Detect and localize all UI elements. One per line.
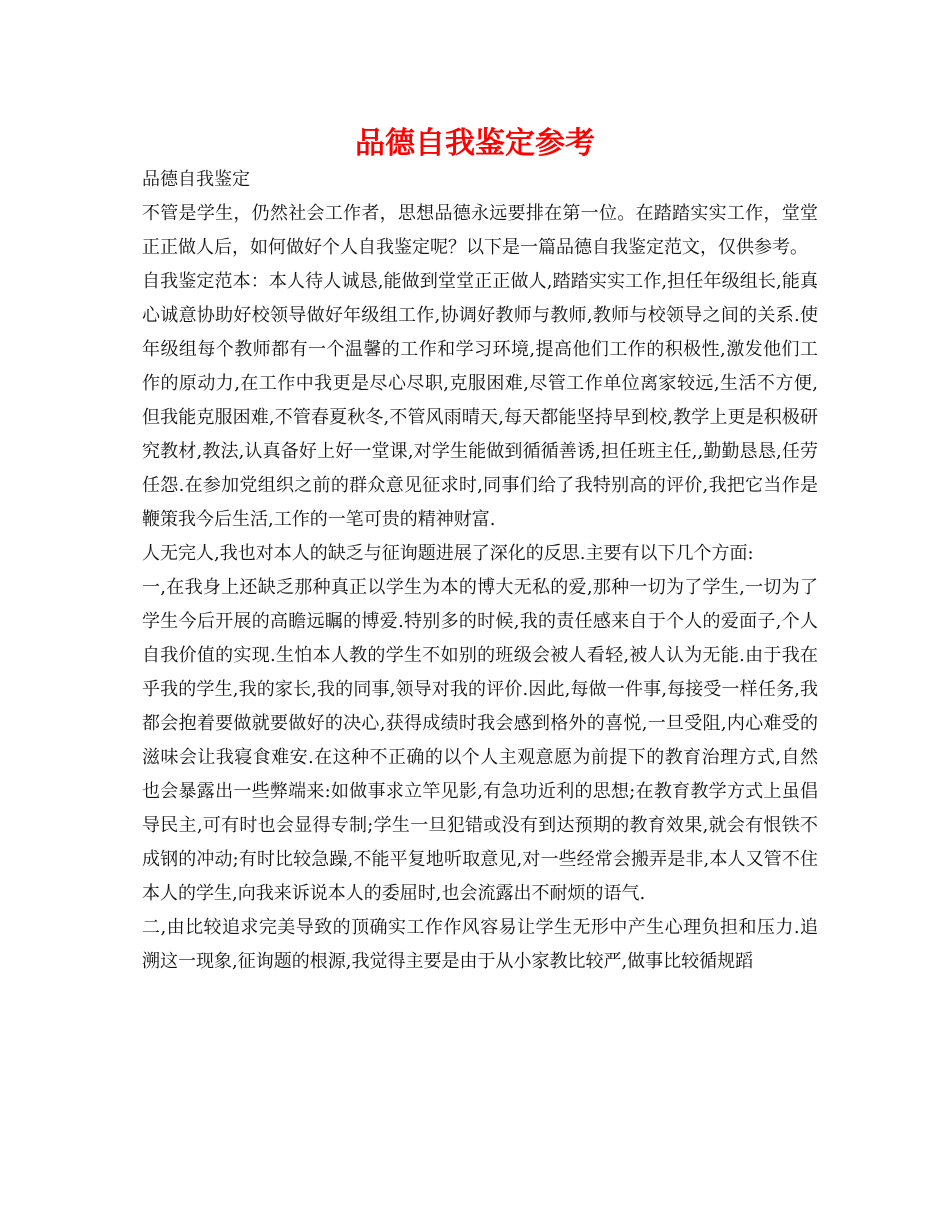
point-two-paragraph: 二,由比较追求完美导致的顶确实工作作风容易让学生无形中产生心理负担和压力.追溯这一现象,征询题的根源,我觉得主要是由于从小家教比较严,做事比较循规蹈	[142, 917, 818, 972]
sample-paragraph: 自我鉴定范本：本人待人诚恳,能做到堂堂正正做人,踏踏实实工作,担任年级组长,能真心诚意协助好校领导做好年级组工作,协调好教师与教师,教师与校领导之间的关系.使年级组每个教师都有一个温馨的工作和学习环境,提高他们工作的积极性,激发他们工作的原动力,在工作中我更是尽心尽职,克服困难,尽管工作单位离家较远,生活不方便,但我能克服困难,不管春夏秋冬,不管风雨晴天,每天都能坚持早到校,教学上更是积极研究教材,教法,认真备好上好一堂课,对学生能做到循循善诱,担任班主任,,勤勤恳恳,任劳任怨.在参加党组织之前的群众意见征求时,同事们给了我特别高的评价,我把它当作是鞭策我今后生活,工作的一笔可贵的精神财富.	[142, 271, 818, 530]
document-title: 品德自我鉴定参考	[355, 126, 595, 161]
subtitle-paragraph: 品德自我鉴定	[142, 169, 250, 190]
intro-paragraph: 不管是学生，仍然社会工作者，思想品德永远要排在第一位。在踏踏实实工作，堂堂正正做人后，如何做好个人自我鉴定呢？以下是一篇品德自我鉴定范文，仅供参考。	[142, 203, 818, 258]
document-body	[142, 163, 818, 979]
point-one-paragraph: 一,在我身上还缺乏那种真正以学生为本的博大无私的爱,那种一切为了学生,一切为了学生今后开展的高瞻远瞩的博爱.特别多的时候,我的责任感来自于个人的爱面子,个人自我价值的实现.生怕本人教的学生不如别的班级会被人看轻,被人认为无能.由于我在乎我的学生,我的家长,我的同事,领导对我的评价.因此,每做一件事,每接受一样任务,我都会抱着要做就要做好的决心,获得成绩时我会感到格外的喜悦,一旦受阻,内心难受的滋味会让我寝食难安.在这种不正确的以个人主观意愿为前提下的教育治理方式,自然也会暴露出一些弊端来:如做事求立竿见影,有急功近利的思想;在教育教学方式上虽倡导民主,可有时也会显得专制;学生一旦犯错或没有到达预期的教育效果,就会有恨铁不成钢的冲动;有时比较急躁,不能平复地听取意见,对一些经常会搬弄是非,本人又管不住本人的学生,向我来诉说本人的委屈时,也会流露出不耐烦的语气.	[142, 577, 818, 904]
reflection-paragraph: 人无完人,我也对本人的缺乏与征询题进展了深化的反思.主要有以下几个方面:	[142, 543, 754, 564]
